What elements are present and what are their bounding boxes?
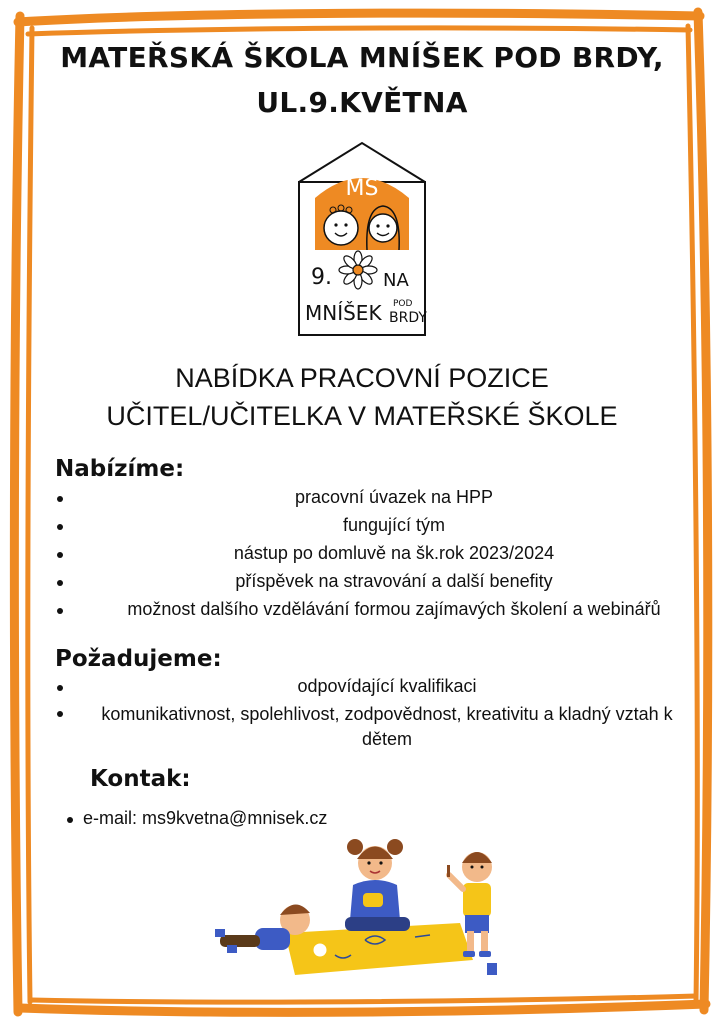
page-title-line-1: MATEŘSKÁ ŠKOLA MNÍŠEK POD BRDY, <box>60 41 664 74</box>
list-item: odpovídající kvalifikaci <box>55 676 695 698</box>
list-item: možnost dalšího vzdělávání formou zajímavých školení a webinářů <box>55 599 719 627</box>
list-item: komunikativnost, spolehlivost, zodpovědnost, kreativitu a kladný vztah k dětem <box>55 702 695 752</box>
logo-mnisek-text: MNÍŠEK <box>305 301 382 325</box>
contact-email: e-mail: ms9kvetna@mnisek.cz <box>83 808 328 828</box>
school-logo <box>295 140 429 338</box>
bullet-icon <box>57 711 63 717</box>
bullet-icon <box>67 817 73 823</box>
job-offer-title: NABÍDKA PRACOVNÍ POZICE <box>175 363 549 393</box>
list-item: nástup po domluvě na šk.rok 2023/2024 <box>55 543 719 571</box>
logo-pod-text: POD <box>393 299 413 309</box>
logo-brdy-text: BRDY <box>389 310 427 326</box>
offer-heading: Nabízíme: <box>55 456 185 482</box>
requirements-heading: Požadujeme: <box>55 646 222 672</box>
logo-nine-text: 9. <box>311 265 332 290</box>
list-item: příspěvek na stravování a další benefity <box>55 571 719 599</box>
children-drawing-illustration <box>215 825 515 985</box>
logo-ms-text: MŠ <box>345 176 379 201</box>
requirements-list <box>55 676 695 756</box>
offer-list <box>55 487 719 627</box>
job-position-title: UČITEL/UČITELKA V MATEŘSKÉ ŠKOLE <box>106 401 618 431</box>
logo-na-text: NA <box>383 270 409 291</box>
bullet-icon <box>57 496 63 502</box>
bullet-icon <box>57 524 63 530</box>
page-title-line-2: UL.9.KVĚTNA <box>256 86 468 119</box>
bullet-icon <box>57 608 63 614</box>
list-item: pracovní úvazek na HPP <box>55 487 719 515</box>
bullet-icon <box>57 580 63 586</box>
contact-heading: Kontak: <box>90 766 191 792</box>
bullet-icon <box>57 685 63 691</box>
bullet-icon <box>57 552 63 558</box>
list-item: fungující tým <box>55 515 719 543</box>
